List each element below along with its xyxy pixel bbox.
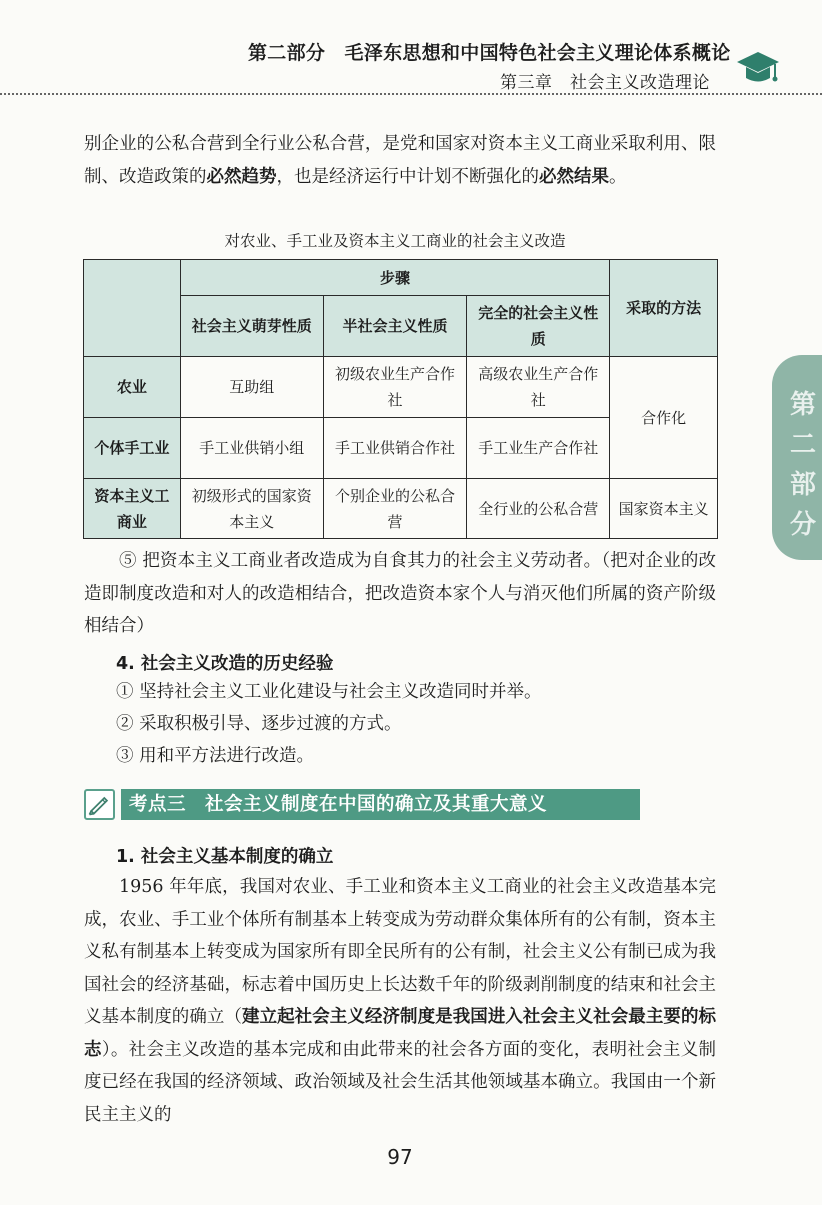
part-side-tab-label: 第二部分 [789,390,816,540]
table-cell: 手工业生产合作社 [467,418,610,479]
table-column-header: 社会主义萌芽性质 [180,296,323,357]
table-caption: 对农业、手工业及资本主义工商业的社会主义改造 [224,232,566,250]
table-corner-cell [84,260,181,357]
section-4-heading: 4. 社会主义改造的历史经验 [116,654,334,674]
page-number: 97 [387,1145,413,1169]
table-column-header: 半社会主义性质 [323,296,467,357]
table-row-label: 农业 [84,357,181,418]
table-method-header: 采取的方法 [610,260,718,357]
table-cell: 初级农业生产合作社 [323,357,467,418]
list-item: ② 采取积极引导、逐步过渡的方式。 [116,714,402,734]
table-steps-header: 步骤 [180,260,609,296]
table-cell: 全行业的公私合营 [467,479,610,539]
table-cell: 高级农业生产合作社 [467,357,610,418]
intro-paragraph: 别企业的公私合营到全行业公私合营，是党和国家对资本主义工商业采取利用、限制、改造政策的必然趋势，也是经济运行中计划不断强化的必然结果。 [84,134,716,187]
table-method-cell: 合作化 [610,357,718,479]
table-row-label: 资本主义工商业 [84,479,181,539]
graduation-cap-icon [736,48,780,88]
table-cell: 个别企业的公私合营 [323,479,467,539]
table-cell: 初级形式的国家资本主义 [180,479,323,539]
point-5-paragraph: ⑤ 把资本主义工商业者改造成为自食其力的社会主义劳动者。（把对企业的改造即制度改造和对人的改造相结合，把改造资本家个人与消灭他们所属的资产阶级相结合） [84,551,716,636]
section-1-paragraph: 1956 年年底，我国对农业、手工业和资本主义工商业的社会主义改造基本完成，农业、手工业个体所有制基本上转变成为劳动群众集体所有的公有制，资本主义私有制基本上转变成为国家所有即全民所有的公有制，社会主义公有制已成为我国社会的经济基础，标志着中国历史上长达数千年的阶级剥削制度的结束和社会主义基本制度的确立（建立起社会主义经济制度是我国进入社会主义社会最主要的标志）。社会主义改造的基本完成和由此带来的社会各方面的变化，表明社会主义制度已经在我国的经济领域、政治领域及社会生活其他领域基本确立。我国由一个新民主主义的 [84,877,717,1125]
kaodian-title: 考点三 社会主义制度在中国的确立及其重大意义 [121,789,640,820]
table-cell: 互助组 [180,357,323,418]
pencil-icon [84,789,115,820]
running-header-title: 第二部分 毛泽东思想和中国特色社会主义理论体系概论 [248,42,731,64]
reform-table [83,259,718,539]
table-cell: 手工业供销合作社 [323,418,467,479]
list-item: ① 坚持社会主义工业化建设与社会主义改造同时并举。 [116,682,542,702]
table-row-label: 个体手工业 [84,418,181,479]
section-1-heading: 1. 社会主义基本制度的确立 [116,847,334,867]
table-method-cell: 国家资本主义 [610,479,718,539]
table-column-header: 完全的社会主义性质 [467,296,610,357]
kaodian-banner [84,789,640,820]
list-item: ③ 用和平方法进行改造。 [116,746,315,766]
table-cell: 手工业供销小组 [180,418,323,479]
running-header-chapter: 第三章 社会主义改造理论 [500,73,710,93]
header-divider [0,93,822,95]
